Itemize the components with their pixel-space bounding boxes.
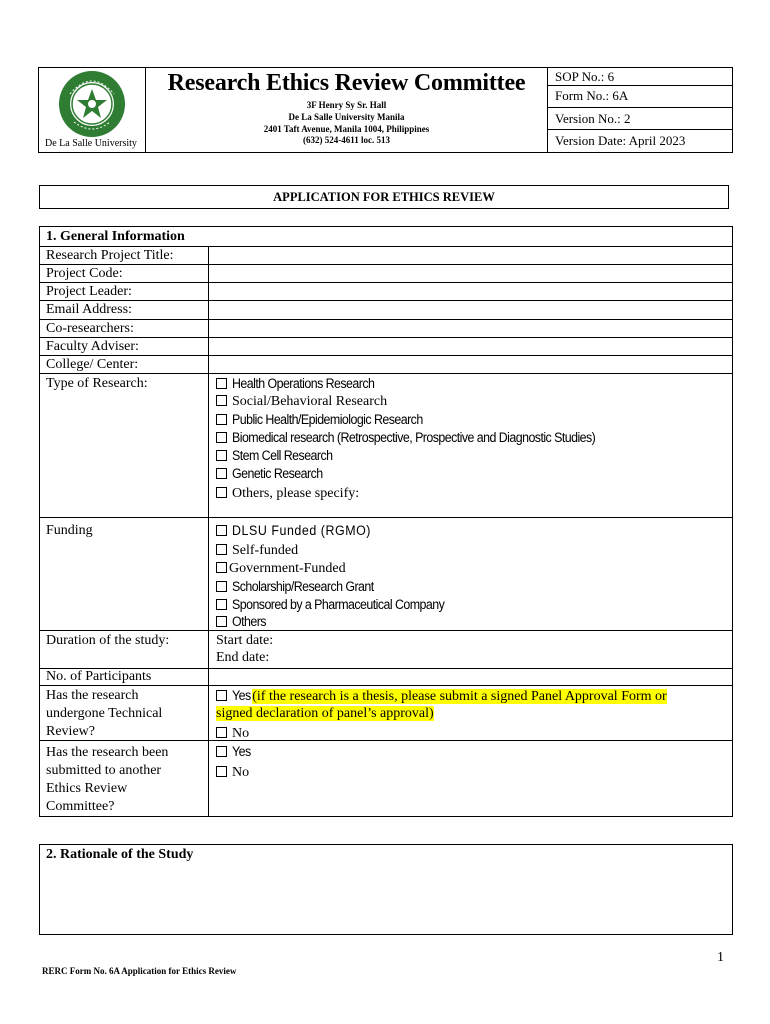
document-meta-table [548,67,733,153]
form-reference-footer: RERC Form No. 6A Application for Ethics Review [42,966,237,976]
checkbox-icon[interactable] [216,746,227,757]
rationale-section[interactable] [39,844,733,935]
checkbox-icon[interactable] [216,599,227,610]
checkbox-icon[interactable] [216,581,227,592]
research-type-option[interactable]: Social/Behavioral Research [216,393,387,411]
checkbox-icon[interactable] [216,395,227,406]
funding-option[interactable]: Sponsored by a Pharmaceutical Company [216,596,463,615]
checkbox-icon[interactable] [216,450,227,461]
research-type-option[interactable]: Others, please specify: [216,485,359,503]
checkbox-icon[interactable] [216,432,227,443]
row-divider [40,355,732,356]
funding-option[interactable]: Self-funded [216,542,298,560]
address-line-2: De La Salle University Manila [288,112,405,122]
technical-review-yes-option[interactable]: Yes (if the research is a thesis, please submit a signed Panel Approval Form or [216,687,667,706]
research-type-option[interactable]: Public Health/Epidemiologic Research [216,411,439,430]
row-divider [40,300,732,301]
header-title-cell [146,67,548,153]
other-committee-label-line-2: submitted to another [46,763,162,778]
technical-review-label-line-1: Has the research [46,688,139,703]
funding-option[interactable]: Scholarship/Research Grant [216,578,386,597]
technical-review-yes-note: (if the research is a thesis, please submit a signed Panel Approval Form or [252,689,667,704]
technical-review-yes-note-line-2: signed declaration of panel’s approval) [216,706,434,721]
header-logo-cell [38,67,146,153]
research-type-option[interactable]: Stem Cell Research [216,447,341,466]
committee-title: Research Ethics Review Committee [167,70,526,96]
column-divider [208,246,209,817]
funding-label: Funding [46,523,93,538]
general-info-heading: 1. General Information [46,229,185,244]
rationale-heading: 2. Rationale of the Study [46,847,194,862]
other-committee-label-line-3: Ethics Review [46,781,128,796]
general-information-table [39,226,733,817]
research-type-option[interactable]: Biomedical research (Retrospective, Prospective and Diagnostic Studies) [216,429,627,448]
row-divider [40,373,732,374]
checkbox-icon[interactable] [216,690,227,701]
row-divider [40,740,732,741]
technical-review-label-line-2: undergone Technical [46,706,163,721]
row-divider [40,282,732,283]
checkbox-icon[interactable] [216,468,227,479]
checkbox-icon[interactable] [216,544,227,555]
address-line-4: (632) 524-4611 loc. 513 [303,135,390,145]
technical-review-no-option[interactable]: No [216,725,249,743]
field-label-project-title: Research Project Title: [46,248,174,263]
field-label-college-center: College/ Center: [46,357,139,372]
row-divider [40,517,732,518]
application-title: APPLICATION FOR ETHICS REVIEW [39,185,729,209]
form-number: Form No.: 6A [548,85,732,107]
row-divider [40,630,732,631]
checkbox-icon[interactable] [216,562,227,573]
field-label-faculty-adviser: Faculty Adviser: [46,339,139,354]
checkbox-icon[interactable] [216,487,227,498]
version-date: Version Date: April 2023 [548,129,732,153]
research-type-option[interactable]: Health Operations Research [216,375,387,394]
start-date-label: Start date: [216,633,274,648]
sop-number: SOP No.: 6 [555,69,615,84]
other-committee-label-line-1: Has the research been [46,745,169,760]
row-divider [40,337,732,338]
funding-option[interactable]: Others [216,613,269,632]
type-of-research-label: Type of Research: [46,376,148,391]
checkbox-icon[interactable] [216,378,227,389]
research-type-option[interactable]: Genetic Research [216,465,330,484]
address-line-3: 2401 Taft Avenue, Manila 1004, Philippines [263,124,430,134]
page-number: 1 [717,950,724,965]
funding-option[interactable]: DLSU Funded (RGMO) [216,522,383,541]
address-line-1: 3F Henry Sy Sr. Hall [306,100,387,110]
field-label-email: Email Address: [46,302,132,317]
version-number: Version No.: 2 [548,107,732,129]
university-seal-logo [56,70,128,138]
field-label-co-researchers: Co-researchers: [46,321,134,336]
university-caption: De La Salle University [45,138,137,149]
participants-label: No. of Participants [46,669,152,684]
checkbox-icon[interactable] [216,525,227,536]
checkbox-icon[interactable] [216,616,227,627]
checkbox-icon[interactable] [216,727,227,738]
other-committee-yes-option[interactable]: Yes [216,743,252,762]
field-label-project-leader: Project Leader: [46,284,132,299]
end-date-label: End date: [216,650,270,665]
funding-option[interactable]: Government-Funded [216,560,346,578]
row-divider [40,319,732,320]
other-committee-label-line-4: Committee? [46,799,115,814]
duration-label: Duration of the study: [46,633,170,648]
checkbox-icon[interactable] [216,766,227,777]
technical-review-label-line-3: Review? [46,724,95,739]
other-committee-no-option[interactable]: No [216,764,249,782]
field-label-project-code: Project Code: [46,266,123,281]
checkbox-icon[interactable] [216,414,227,425]
